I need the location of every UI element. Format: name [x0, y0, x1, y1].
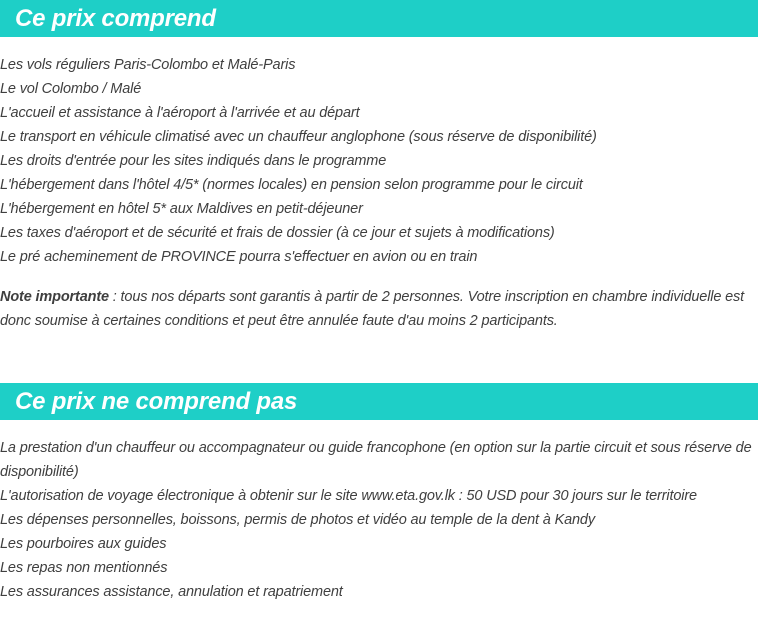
important-note	[0, 285, 756, 333]
included-section-title: Ce prix comprend	[0, 0, 758, 37]
list-item: Le vol Colombo / Malé	[0, 81, 142, 97]
list-item: Les pourboires aux guides	[0, 536, 167, 552]
important-note-label: Note importante	[0, 289, 109, 305]
list-item: L'hébergement en hôtel 5* aux Maldives en petit-déjeuner	[0, 201, 363, 217]
list-item: Les taxes d'aéroport et de sécurité et frais de dossier (à ce jour et sujets à modifications)	[0, 225, 555, 241]
included-list	[0, 53, 758, 269]
list-item: Le pré acheminement de PROVINCE pourra s'effectuer en avion ou en train	[0, 249, 478, 265]
excluded-list	[0, 436, 758, 604]
list-item: La prestation d'un chauffeur ou accompagnateur ou guide francophone (en option sur la partie circuit et sous réserve de disponibilité)	[0, 440, 752, 480]
excluded-section-title: Ce prix ne comprend pas	[0, 383, 758, 420]
list-item: Les assurances assistance, annulation et rapatriement	[0, 584, 343, 600]
list-item: L'autorisation de voyage électronique à obtenir sur le site www.eta.gov.lk : 50 USD pour 30 jours sur le territoire	[0, 488, 697, 504]
list-item: Les repas non mentionnés	[0, 560, 168, 576]
list-item: L'accueil et assistance à l'aéroport à l'arrivée et au départ	[0, 105, 360, 121]
list-item: Les dépenses personnelles, boissons, permis de photos et vidéo au temple de la dent à Kandy	[0, 512, 595, 528]
list-item: L'hébergement dans l'hôtel 4/5* (normes locales) en pension selon programme pour le circuit	[0, 177, 583, 193]
list-item: Les vols réguliers Paris-Colombo et Malé-Paris	[0, 57, 296, 73]
important-note-text: : tous nos départs sont garantis à partir de 2 personnes. Votre inscription en chambre individuelle est donc soumise à certaines conditions et peut être annulée faute d'au moins 2 participants.	[0, 289, 745, 329]
list-item: Les droits d'entrée pour les sites indiqués dans le programme	[0, 153, 387, 169]
list-item: Le transport en véhicule climatisé avec un chauffeur anglophone (sous réserve de disponibilité)	[0, 129, 597, 145]
